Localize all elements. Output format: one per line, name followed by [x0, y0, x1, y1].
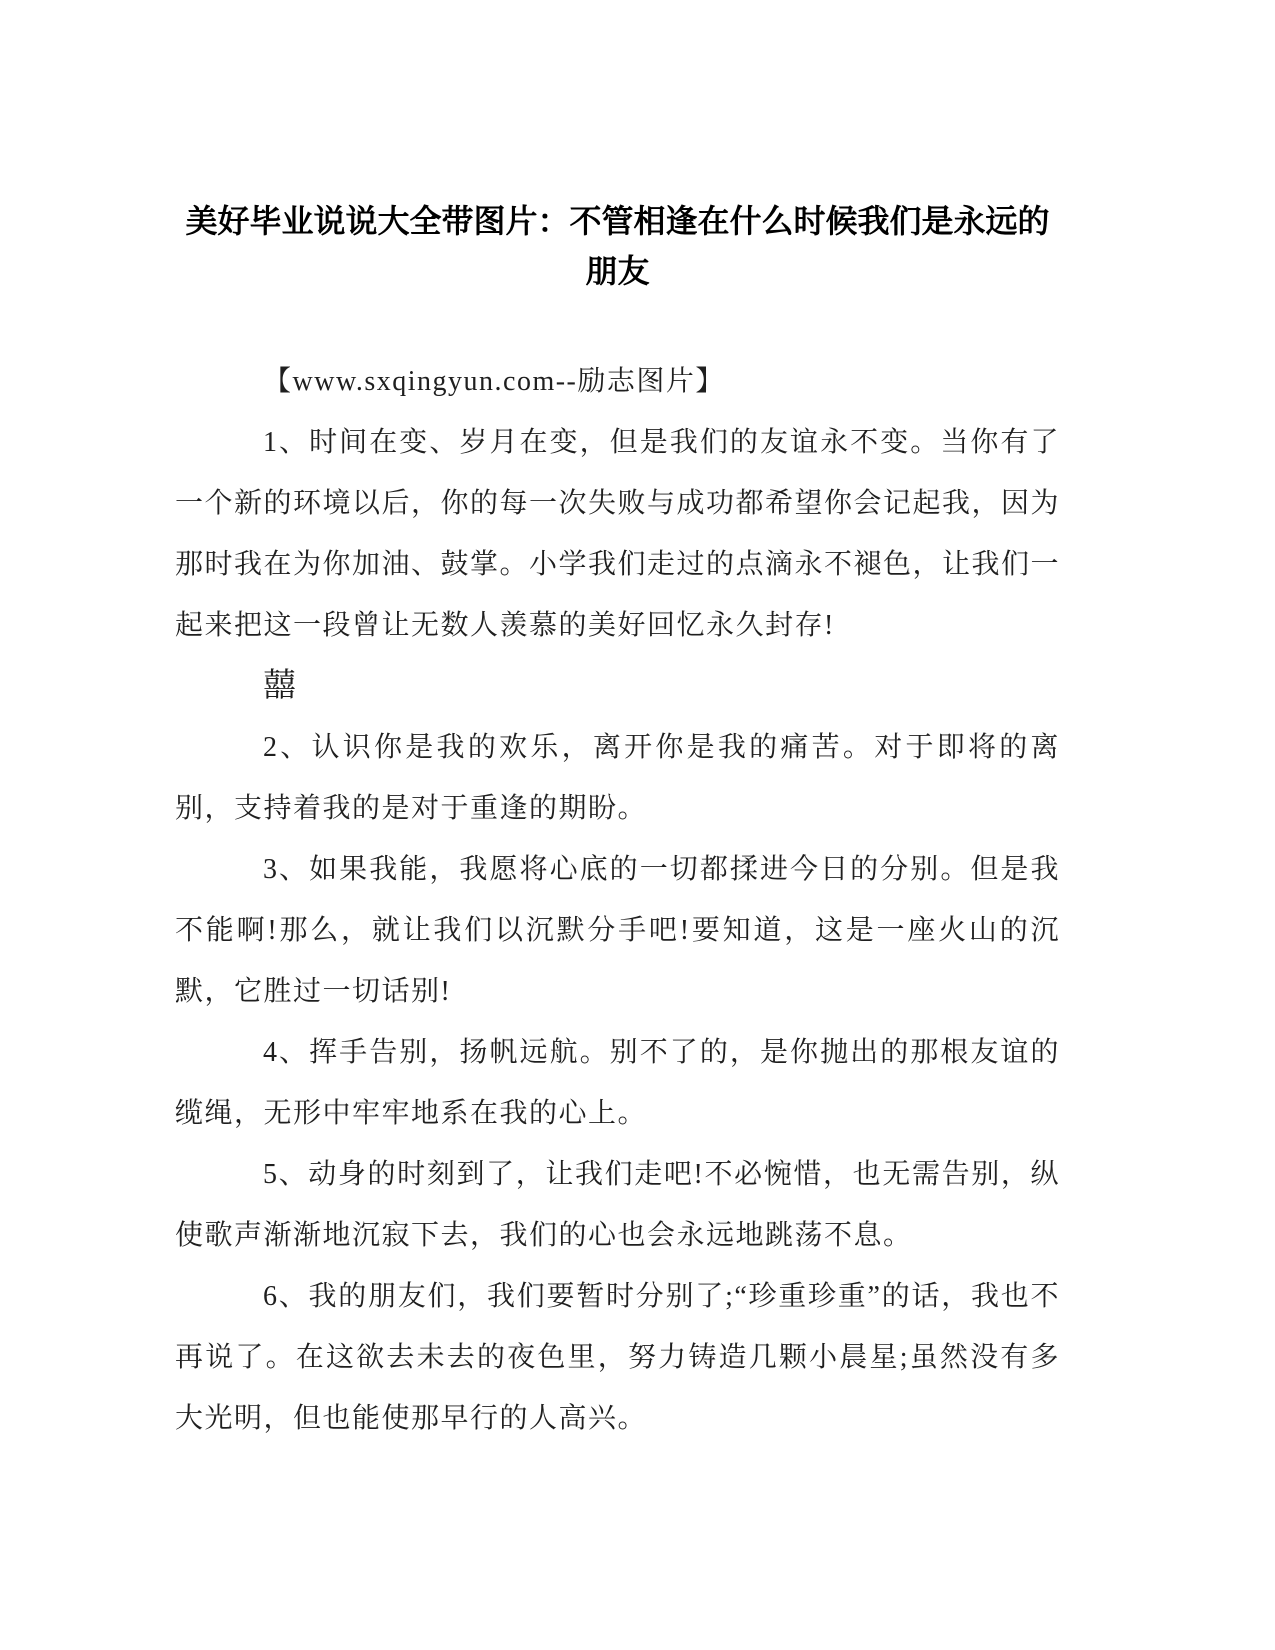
paragraph-3: 3、如果我能，我愿将心底的一切都揉进今日的分别。但是我不能啊!那么，就让我们以沉默分手吧!要知道，这是一座火山的沉默，它胜过一切话别!: [175, 854, 1060, 1007]
paragraph-4: 4、挥手告别，扬帆远航。别不了的，是你抛出的那根友谊的缆绳，无形中牢牢地系在我的心上。: [175, 1037, 1060, 1129]
paragraph-5: 5、动身的时刻到了，让我们走吧!不必惋惜，也无需告别，纵使歌声渐渐地沉寂下去，我们的心也会永远地跳荡不息。: [175, 1159, 1060, 1251]
paragraph-1: 1、时间在变、岁月在变，但是我们的友谊永不变。当你有了一个新的环境以后，你的每一次失败与成功都希望你会记起我，因为那时我在为你加油、鼓掌。小学我们走过的点滴永不褪色，让我们一起来把这一段曾让无数人羡慕的美好回忆永久封存!: [175, 427, 1061, 641]
source-tagline: 【www.sxqingyun.com--励志图片】: [263, 366, 725, 397]
page-title: 美好毕业说说大全带图片：不管相逢在什么时候我们是永远的朋友: [185, 203, 1050, 289]
document-body: [175, 351, 1060, 1449]
paragraph-6: 6、我的朋友们，我们要暂时分别了;“珍重珍重”的话，我也不再说了。在这欲去未去的夜色里，努力铸造几颗小晨星;虽然没有多大光明，但也能使那早行的人高兴。: [175, 1281, 1060, 1434]
paragraph-2: 2、认识你是我的欢乐，离开你是我的痛苦。对于即将的离别，支持着我的是对于重逢的期盼。: [175, 732, 1060, 824]
decorative-glyph: 囍: [263, 668, 298, 704]
